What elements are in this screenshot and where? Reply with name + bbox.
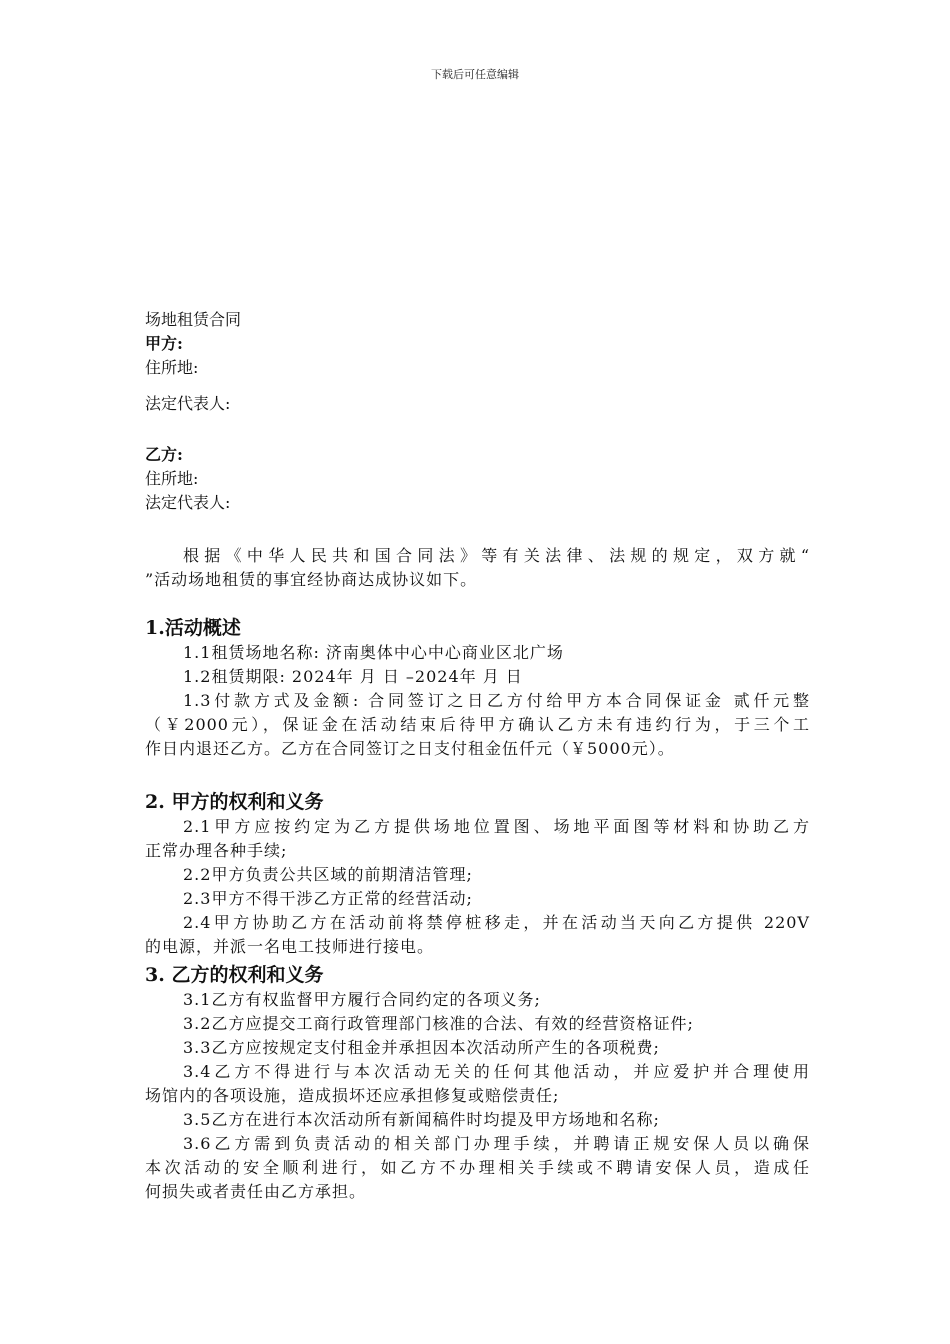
section-2-item-4-line-2: 的电源，并派一名电工技师进行接电。 (145, 937, 435, 956)
section-3-item-6-line-3: 何损失或者责任由乙方承担。 (145, 1182, 367, 1201)
section-1-item-3-line-2: （￥2000元），保证金在活动结束后待甲方确认乙方未有违约行为，于三个工 (145, 715, 810, 734)
party-a-rep-block (145, 392, 810, 416)
section-2-item-3: 2.3甲方不得干涉乙方正常的经营活动; (183, 889, 473, 908)
intro-line-2: ”活动场地租赁的事宜经协商达成协议如下。 (145, 570, 478, 589)
intro-line-1: 根据《中华人民共和国合同法》等有关法律、法规的规定，双方就“ (183, 546, 810, 565)
section-3-item-5: 3.5乙方在进行本次活动所有新闻稿件时均提及甲方场地和名称; (183, 1110, 660, 1129)
section-2-item-4-line-1: 2.4甲方协助乙方在活动前将禁停桩移走，并在活动当天向乙方提供 220V (183, 913, 810, 932)
section-1-item-1: 1.1租赁场地名称: 济南奥体中心中心商业区北广场 (183, 643, 564, 662)
section-2 (145, 789, 810, 959)
party-b-address: 住所地: (145, 469, 199, 488)
party-b-block (145, 443, 810, 515)
section-3-item-3: 3.3乙方应按规定支付租金并承担因本次活动所产生的各项税费; (183, 1038, 660, 1057)
section-2-item-1-line-1: 2.1甲方应按约定为乙方提供场地位置图、场地平面图等材料和协助乙方 (183, 817, 810, 836)
section-3 (145, 962, 810, 1204)
party-a-address: 住所地: (145, 358, 199, 377)
intro-paragraph (145, 544, 810, 592)
section-2-item-1-line-2: 正常办理各种手续; (145, 841, 288, 860)
section-3-item-6-line-1: 3.6乙方需到负责活动的相关部门办理手续，并聘请正规安保人员以确保 (183, 1134, 810, 1153)
section-2-title: 2. 甲方的权利和义务 (145, 791, 324, 813)
party-a-rep: 法定代表人: (145, 394, 231, 413)
section-1 (145, 615, 810, 761)
section-3-item-1: 3.1乙方有权监督甲方履行合同约定的各项义务; (183, 990, 541, 1009)
party-b-label: 乙方: (145, 445, 183, 464)
contract-title: 场地租赁合同 (145, 310, 242, 329)
page-header: 下载后可任意编辑 (431, 68, 519, 81)
section-2-item-2: 2.2甲方负责公共区域的前期清洁管理; (183, 865, 473, 884)
section-1-item-3-line-3: 作日内退还乙方。乙方在合同签订之日支付租金伍仟元（￥5000元）。 (145, 739, 675, 758)
party-b-rep: 法定代表人: (145, 493, 231, 512)
section-3-item-2: 3.2乙方应提交工商行政管理部门核准的合法、有效的经营资格证件; (183, 1014, 694, 1033)
section-1-title: 1.活动概述 (145, 617, 241, 639)
section-3-item-4-line-2: 场馆内的各项设施，造成损坏还应承担修复或赔偿责任; (145, 1086, 560, 1105)
section-3-item-4-line-1: 3.4乙方不得进行与本次活动无关的任何其他活动，并应爱护并合理使用 (183, 1062, 810, 1081)
section-1-item-2: 1.2租赁期限: 2024年 月 日 –2024年 月 日 (183, 667, 523, 686)
section-1-item-3-line-1: 1.3付款方式及金额: 合同签订之日乙方付给甲方本合同保证金 贰仟元整 (183, 691, 810, 710)
section-3-item-6-line-2: 本次活动的安全顺利进行，如乙方不办理相关手续或不聘请安保人员，造成任 (145, 1158, 810, 1177)
section-3-title: 3. 乙方的权利和义务 (145, 964, 324, 986)
contract-heading-block (145, 308, 810, 380)
party-a-label: 甲方: (145, 334, 183, 353)
